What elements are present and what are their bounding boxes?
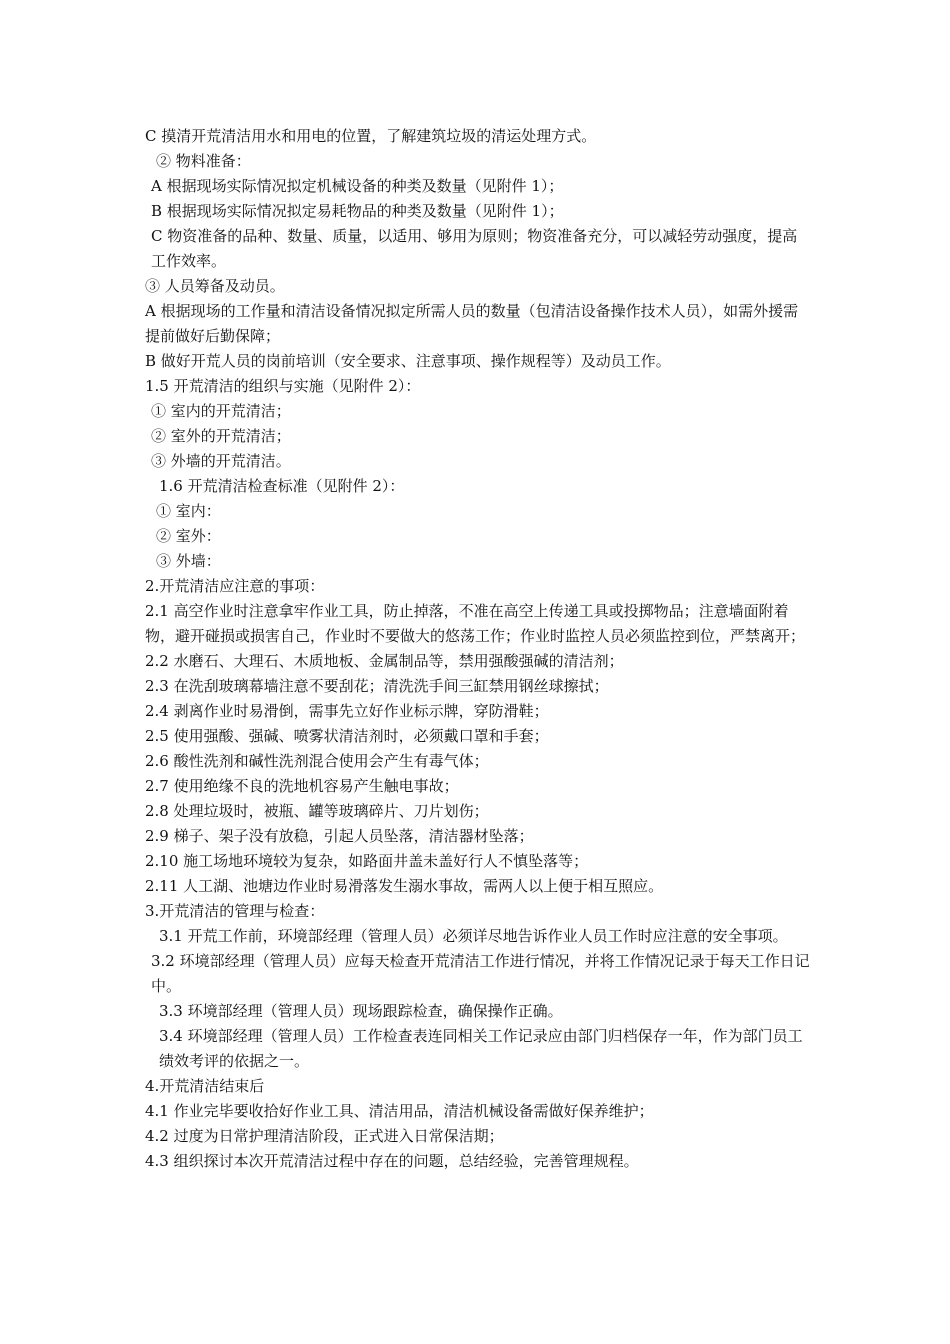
- paragraph-2-7: 2.7 使用绝缘不良的洗地机容易产生触电事故；: [145, 777, 459, 795]
- paragraph-2-5: 2.5 使用强酸、强碱、喷雾状清洁剂时，必须戴口罩和手套；: [145, 727, 549, 745]
- paragraph-outdoor-standard: ② 室外：: [156, 527, 221, 545]
- document-page: [145, 124, 810, 1174]
- paragraph-2-3: 2.3 在洗刮玻璃幕墙注意不要刮花；清洗洗手间三缸禁用钢丝球擦拭；: [145, 677, 609, 695]
- paragraph-4-3: 4.3 组织探讨本次开荒清洁过程中存在的问题，总结经验，完善管理规程。: [145, 1152, 639, 1170]
- paragraph-a-staff-count: A 根据现场的工作量和清洁设备情况拟定所需人员的数量（包清洁设备操作技术人员），如需外援需提前做好后勤保障；: [145, 302, 799, 345]
- paragraph-wall-standard: ③ 外墙：: [156, 552, 221, 570]
- paragraph-b-training: B 做好开荒人员的岗前培训（安全要求、注意事项、操作规程等）及动员工作。: [145, 352, 671, 370]
- paragraph-b-consumables: B 根据现场实际情况拟定易耗物品的种类及数量（见附件 1）；: [151, 202, 564, 220]
- paragraph-4-1: 4.1 作业完毕要收拾好作业工具、清洁用品，清洁机械设备需做好保养维护；: [145, 1102, 654, 1120]
- paragraph-2-9: 2.9 梯子、架子没有放稳，引起人员坠落，清洁器材坠落；: [145, 827, 534, 845]
- paragraph-3-3: 3.3 环境部经理（管理人员）现场跟踪检查，确保操作正确。: [159, 1002, 563, 1020]
- paragraph-4-2: 4.2 过度为日常护理清洁阶段，正式进入日常保洁期；: [145, 1127, 504, 1145]
- paragraph-1-6: 1.6 开荒清洁检查标准（见附件 2）：: [159, 477, 405, 495]
- paragraph-a-machinery: A 根据现场实际情况拟定机械设备的种类及数量（见附件 1）；: [151, 177, 564, 195]
- paragraph-3-4: 3.4 环境部经理（管理人员）工作检查表连同相关工作记录应由部门归档保存一年，作为部门员工绩效考评的依据之一。: [159, 1027, 803, 1070]
- paragraph-2-8: 2.8 处理垃圾时，被瓶、罐等玻璃碎片、刀片划伤；: [145, 802, 489, 820]
- paragraph-indoor-cleaning: ① 室内的开荒清洁；: [151, 402, 291, 420]
- paragraph-3-1: 3.1 开荒工作前，环境部经理（管理人员）必须详尽地告诉作业人员工作时应注意的安全事项。: [159, 927, 788, 945]
- heading-section-2: 2.开荒清洁应注意的事项：: [145, 577, 325, 595]
- paragraph-2-10: 2.10 施工场地环境较为复杂，如路面井盖未盖好行人不慎坠落等；: [145, 852, 589, 870]
- paragraph-2-1: 2.1 高空作业时注意拿牢作业工具，防止掉落，不准在高空上传递工具或投掷物品；注意墙面附着物，避开碰损或损害自己，作业时不要做大的悠荡工作；作业时监控人员必须监控到位，严禁离开；: [145, 602, 806, 645]
- paragraph-2-2: 2.2 水磨石、大理石、木质地板、金属制品等，禁用强酸强碱的清洁剂；: [145, 652, 624, 670]
- paragraph-outdoor-cleaning: ② 室外的开荒清洁；: [151, 427, 291, 445]
- paragraph-2-6: 2.6 酸性洗剂和碱性洗剂混合使用会产生有毒气体；: [145, 752, 489, 770]
- paragraph-2-11: 2.11 人工湖、池塘边作业时易滑落发生溺水事故，需两人以上便于相互照应。: [145, 877, 664, 895]
- paragraph-c-materials: C 物资准备的品种、数量、质量，以适用、够用为原则；物资准备充分，可以减轻劳动强度，提高工作效率。: [151, 227, 798, 270]
- paragraph-c-water-electricity: C 摸清开荒清洁用水和用电的位置，了解建筑垃圾的清运处理方式。: [145, 127, 597, 145]
- heading-section-3: 3.开荒清洁的管理与检查：: [145, 902, 325, 920]
- heading-section-4: 4.开荒清洁结束后: [145, 1077, 265, 1095]
- paragraph-3-2: 3.2 环境部经理（管理人员）应每天检查开荒清洁工作进行情况，并将工作情况记录于每天工作日记中。: [151, 952, 810, 995]
- paragraph-indoor-standard: ① 室内：: [156, 502, 221, 520]
- paragraph-2-4: 2.4 剥离作业时易滑倒，需事先立好作业标示牌，穿防滑鞋；: [145, 702, 549, 720]
- paragraph-1-5: 1.5 开荒清洁的组织与实施（见附件 2）：: [145, 377, 421, 395]
- paragraph-material-preparation: ② 物料准备：: [156, 152, 251, 170]
- paragraph-staff-preparation: ③ 人员筹备及动员。: [145, 277, 285, 295]
- paragraph-wall-cleaning: ③ 外墙的开荒清洁。: [151, 452, 291, 470]
